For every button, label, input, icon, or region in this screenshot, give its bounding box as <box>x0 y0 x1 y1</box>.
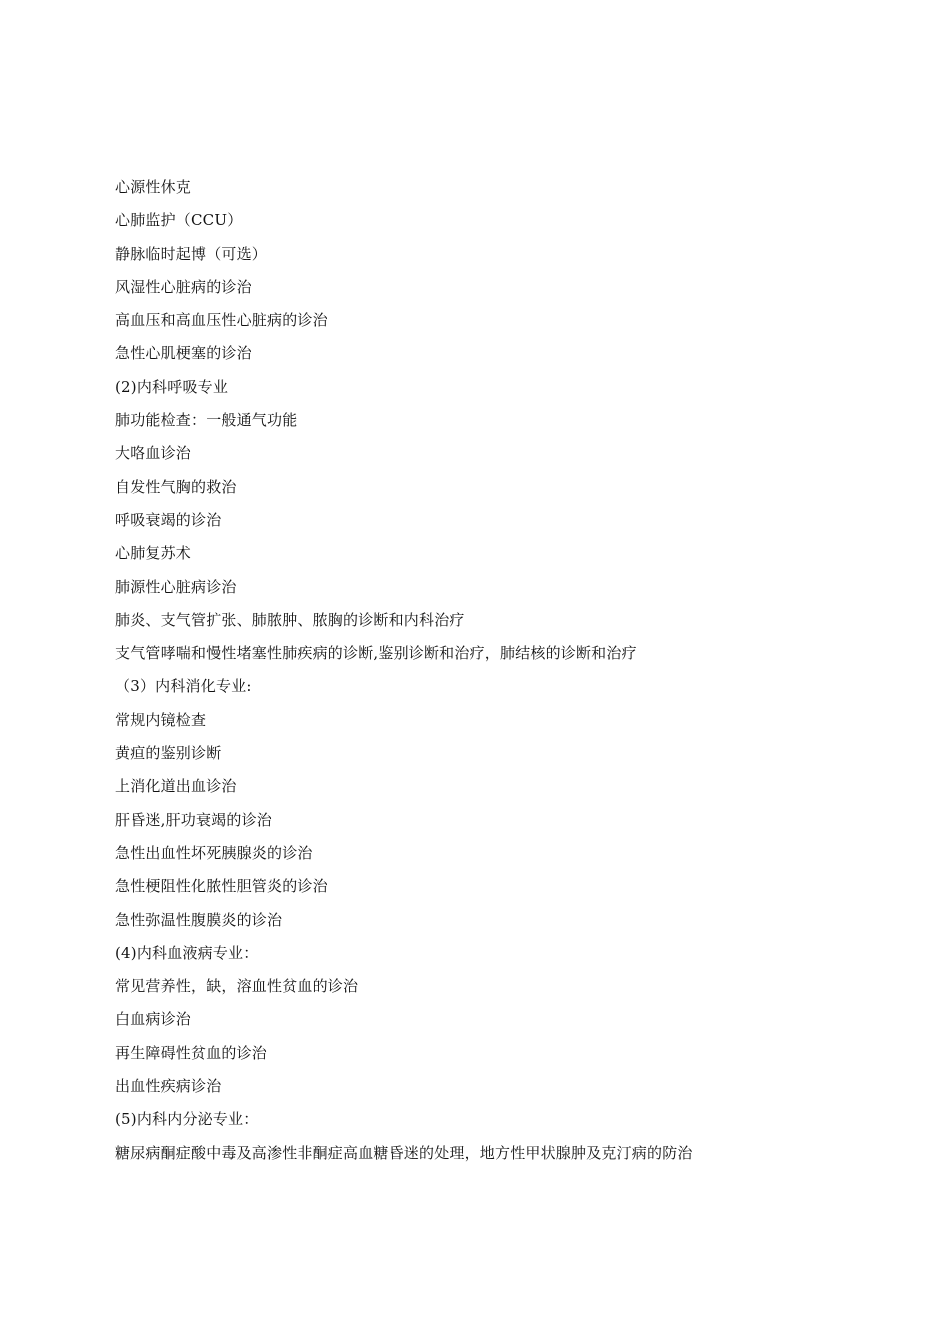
text-line: 肺功能检查：一般通气功能 <box>115 411 298 430</box>
text-line: 风湿性心脏病的诊治 <box>115 277 252 296</box>
text-line: 常见营养性，缺，溶血性贫血的诊治 <box>115 977 359 996</box>
text-line: 急性心肌梗塞的诊治 <box>115 344 252 363</box>
text-line: 急性梗阻性化脓性胆管炎的诊治 <box>115 877 328 896</box>
text-line: 心源性休克 <box>115 178 192 196</box>
document-body <box>115 175 835 1174</box>
section-heading: (5)内科内分泌专业： <box>115 1110 259 1129</box>
text-line: 常规内镜检查 <box>115 710 207 729</box>
text-line: 呼吸衰竭的诊治 <box>115 510 222 529</box>
text-line: 上消化道出血诊治 <box>115 777 237 796</box>
section-heading: (2)内科呼吸专业 <box>115 377 229 396</box>
text-line: 肺源性心脏病诊治 <box>115 577 237 596</box>
section-heading: (4)内科血液病专业： <box>115 943 259 962</box>
text-line: 心肺监护（CCU） <box>115 211 243 230</box>
text-line: 高血压和高血压性心脏病的诊治 <box>115 311 328 330</box>
text-line: 出血性疾病诊治 <box>115 1077 222 1096</box>
text-line: 黄疸的鉴别诊断 <box>115 744 222 763</box>
text-line: 白血病诊治 <box>115 1010 192 1029</box>
text-line: 肝昏迷,肝功衰竭的诊治 <box>115 810 272 829</box>
text-line: 再生障碍性贫血的诊治 <box>115 1043 268 1062</box>
text-line: 静脉临时起博（可选） <box>115 244 268 263</box>
text-line: 自发性气胸的救治 <box>115 477 237 496</box>
text-line: 大咯血诊治 <box>115 444 192 463</box>
text-line: 肺炎、支气管扩张、肺脓肿、脓胸的诊断和内科治疗 <box>115 610 465 629</box>
text-line: 支气管哮喘和慢性堵塞性肺疾病的诊断,鉴别诊断和治疗，肺结核的诊断和治疗 <box>115 644 637 663</box>
text-line: 急性弥温性腹膜炎的诊治 <box>115 910 283 929</box>
text-line: 糖尿病酮症酸中毒及高渗性非酮症高血糖昏迷的处理，地方性甲状腺肿及克汀病的防治 <box>115 1143 693 1162</box>
text-line: 心肺复苏术 <box>115 544 192 563</box>
text-line: 急性出血性坏死胰腺炎的诊治 <box>115 843 313 862</box>
section-heading: （3）内科消化专业: <box>115 677 252 696</box>
